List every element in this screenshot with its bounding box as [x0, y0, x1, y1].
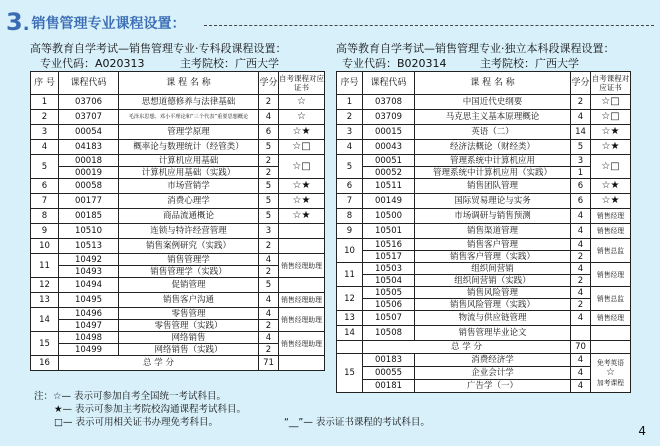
exam-mark: ☆★ — [591, 125, 631, 140]
course-code: 10513 — [59, 239, 119, 254]
table-row — [31, 332, 325, 344]
course-code: 10503 — [363, 263, 415, 275]
course-code: 00177 — [59, 194, 119, 209]
course-code: 10517 — [363, 251, 415, 263]
row-seq: 3 — [337, 125, 363, 140]
row-seq: 13 — [31, 293, 59, 308]
credit: 1 — [571, 167, 591, 179]
course-code: 00015 — [363, 125, 415, 140]
total-value: 71 — [259, 356, 279, 371]
course-name: 毛泽东思想、邓小平理论和“三个代表”重要思想概论 — [119, 110, 259, 125]
exam-mark: ☆★ — [591, 194, 631, 209]
course-name: 零售管理 — [119, 308, 259, 320]
credit: 4 — [571, 367, 591, 380]
credit: 2 — [259, 155, 279, 167]
course-code: 10506 — [363, 299, 415, 311]
course-code: 10507 — [363, 311, 415, 326]
course-name: 销售管理毕业论文 — [415, 326, 571, 341]
table-row — [31, 278, 325, 293]
cert-text: 销售经理助理 — [279, 254, 325, 278]
row-seq: 12 — [31, 278, 59, 293]
credit: 4 — [571, 380, 591, 393]
course-code: 10516 — [363, 239, 415, 251]
course-code: 10501 — [363, 224, 415, 239]
course-code: 00052 — [363, 167, 415, 179]
credit: 6 — [571, 194, 591, 209]
table-row — [31, 239, 325, 254]
credit: 2 — [259, 344, 279, 356]
credit: 2 — [259, 95, 279, 110]
right-course-table — [336, 71, 631, 393]
course-code: 10496 — [59, 308, 119, 320]
exam-mark: ☆★ — [279, 125, 325, 140]
table-row — [337, 263, 631, 275]
table-row — [337, 155, 631, 167]
header-credit: 学分 — [259, 72, 279, 95]
credit: 4 — [259, 293, 279, 308]
cert-text: 销售经理 — [591, 209, 631, 224]
course-code: 03709 — [363, 110, 415, 125]
course-name: 英语（二） — [415, 125, 571, 140]
cert-text: 销售经理助理 — [279, 293, 325, 308]
course-code: 00183 — [363, 354, 415, 367]
course-name: 销售客户沟通 — [119, 293, 259, 308]
course-code: 10495 — [59, 293, 119, 308]
course-name: 中国近代史纲要 — [415, 95, 571, 110]
row-seq: 8 — [31, 209, 59, 224]
header-seq: 序 号 — [31, 72, 59, 95]
section-number: 3 — [6, 8, 23, 36]
cert-text: 销售经理 — [591, 224, 631, 239]
credit: 4 — [259, 254, 279, 266]
header-seq: 序号 — [337, 72, 363, 95]
row-seq: 6 — [337, 179, 363, 194]
cert-text: 销售经理助理 — [279, 308, 325, 332]
course-name: 国际贸易理论与实务 — [415, 194, 571, 209]
credit: 3 — [571, 155, 591, 167]
exam-mark — [279, 224, 325, 239]
course-code: 10505 — [363, 287, 415, 299]
credit: 5 — [571, 140, 591, 155]
table-row — [31, 179, 325, 194]
course-code: 00018 — [59, 155, 119, 167]
table-row — [31, 209, 325, 224]
course-code: 00051 — [363, 155, 415, 167]
page-number: 4 — [638, 424, 646, 438]
cert-text: 销售总监 — [591, 239, 631, 263]
credit: 3 — [259, 224, 279, 239]
row-seq: 12 — [337, 287, 363, 311]
course-code: 00185 — [59, 209, 119, 224]
exam-mark: ☆□ — [591, 155, 631, 179]
course-name: 销售管理学（实践） — [119, 266, 259, 278]
table-row — [337, 367, 631, 380]
course-name: 销售客户管理 — [415, 239, 571, 251]
total-label: 总 学 分 — [59, 356, 259, 371]
row-seq: 1 — [31, 95, 59, 110]
exam-mark: ☆□ — [591, 95, 631, 110]
table-row — [31, 110, 325, 125]
row-seq: 14 — [337, 326, 363, 341]
course-name: 销售风险管理 — [415, 287, 571, 299]
course-name: 市场调研与销售预测 — [415, 209, 571, 224]
row-seq: 11 — [31, 254, 59, 278]
exam-mark: ☆★ — [279, 179, 325, 194]
row-seq: 10 — [31, 239, 59, 254]
credit: 4 — [571, 224, 591, 239]
course-code: 10508 — [363, 326, 415, 341]
credit: 4 — [571, 110, 591, 125]
table-row — [337, 167, 631, 179]
right-table-title: 高等教育自学考试—销售管理专业·独立本科段课程设置： — [336, 42, 615, 55]
course-code: 03706 — [59, 95, 119, 110]
credit: 4 — [259, 308, 279, 320]
note-line: 注：☆— 表示可参加自考全国统一考试科目。 — [34, 391, 227, 402]
row-seq: 16 — [31, 356, 59, 371]
credit: 2 — [259, 239, 279, 254]
row-seq: 10 — [337, 239, 363, 263]
credit: 4 — [571, 354, 591, 367]
course-code: 00054 — [59, 125, 119, 140]
exam-mark: ☆★ — [279, 194, 325, 209]
row-seq: 13 — [337, 311, 363, 326]
course-name: 管理学原理 — [119, 125, 259, 140]
course-code: 10510 — [59, 224, 119, 239]
section-dot: . — [22, 14, 30, 35]
section-divider — [204, 25, 654, 26]
table-row — [337, 275, 631, 287]
table-row — [337, 224, 631, 239]
cert-line: 加考课程 — [596, 379, 625, 387]
table-row — [31, 95, 325, 110]
cert-line: 免考英语 — [596, 359, 625, 367]
header-code: 课程代码 — [363, 72, 415, 95]
course-name: 计算机应用基础 — [119, 155, 259, 167]
credit: 4 — [571, 287, 591, 299]
course-name: 计算机应用基础（实践） — [119, 167, 259, 179]
table-row — [337, 354, 631, 367]
credit: 4 — [571, 239, 591, 251]
course-name: 消费经济学 — [415, 354, 571, 367]
empty-cell — [337, 341, 363, 354]
exam-mark: ☆ — [606, 367, 615, 378]
course-name: 销售团队管理 — [415, 179, 571, 194]
credit: 2 — [571, 251, 591, 263]
cert-text: 销售经理助理 — [279, 332, 325, 356]
empty-cell — [591, 341, 631, 354]
exam-mark: ☆★ — [279, 209, 325, 224]
table-row — [337, 209, 631, 224]
course-code: 03707 — [59, 110, 119, 125]
course-code: 03708 — [363, 95, 415, 110]
row-seq: 11 — [337, 263, 363, 287]
table-row — [31, 254, 325, 266]
course-name: 零售管理（实践） — [119, 320, 259, 332]
course-name: 促销管理 — [119, 278, 259, 293]
credit: 2 — [571, 95, 591, 110]
row-seq: 9 — [31, 224, 59, 239]
header-code: 课程代码 — [59, 72, 119, 95]
course-name: 组织间营销 — [415, 263, 571, 275]
credit: 14 — [571, 125, 591, 140]
row-seq: 15 — [337, 354, 363, 393]
course-code: 10497 — [59, 320, 119, 332]
course-name: 商品流通概论 — [119, 209, 259, 224]
cert-text: 销售经理 — [591, 311, 631, 326]
table-row — [337, 110, 631, 125]
course-name: 经济法概论（财经类） — [415, 140, 571, 155]
table-row — [31, 308, 325, 320]
row-seq: 5 — [337, 155, 363, 179]
table-row — [31, 155, 325, 167]
exam-mark: ☆ — [279, 110, 325, 125]
credit: 5 — [259, 179, 279, 194]
course-code: 10494 — [59, 278, 119, 293]
row-seq: 9 — [337, 224, 363, 239]
course-code: 00019 — [59, 167, 119, 179]
exam-mark: ☆□ — [279, 155, 325, 179]
credit: 4 — [259, 110, 279, 125]
course-code: 10499 — [59, 344, 119, 356]
row-seq: 7 — [31, 194, 59, 209]
total-row — [337, 341, 631, 354]
table-row — [337, 140, 631, 155]
course-name: 销售案例研究（实践） — [119, 239, 259, 254]
table-row — [337, 251, 631, 263]
course-name: 管理系统中计算机应用 — [415, 155, 571, 167]
row-seq: 1 — [337, 95, 363, 110]
exam-mark: ☆ — [279, 95, 325, 110]
left-school: 主考院校：广西大学 — [180, 57, 279, 70]
course-name: 消费心理学 — [119, 194, 259, 209]
table-row — [31, 293, 325, 308]
row-seq: 5 — [31, 155, 59, 179]
credit: 4 — [571, 209, 591, 224]
section-title: 销售管理专业课程设置： — [31, 16, 186, 32]
row-seq: 4 — [337, 140, 363, 155]
table-row — [31, 194, 325, 209]
course-name: 思想道德修养与法律基础 — [119, 95, 259, 110]
table-row — [337, 311, 631, 326]
total-label: 总 学 分 — [363, 341, 571, 354]
course-name: 连锁与特许经营管理 — [119, 224, 259, 239]
right-school: 主考院校：广西大学 — [480, 57, 579, 70]
header-credit: 学分 — [571, 72, 591, 95]
cert-text: 销售经理 — [591, 263, 631, 287]
credit: 5 — [259, 209, 279, 224]
course-name: 组织间营销（实践） — [415, 275, 571, 287]
course-code: 00043 — [363, 140, 415, 155]
table-row — [337, 326, 631, 341]
cert-text: 销售总监 — [591, 287, 631, 311]
cert-text — [591, 354, 631, 393]
note-line: “__”— 表示证书课程的考试科目。 — [284, 417, 430, 428]
course-code: 00055 — [363, 367, 415, 380]
table-row — [337, 95, 631, 110]
credit: 6 — [259, 125, 279, 140]
course-name: 销售客户管理（实践） — [415, 251, 571, 263]
table-row — [337, 380, 631, 393]
header-name: 课 程 名 称 — [119, 72, 259, 95]
course-code: 10498 — [59, 332, 119, 344]
course-name: 销售管理学 — [119, 254, 259, 266]
exam-mark — [279, 278, 325, 293]
exam-mark: ☆★ — [591, 179, 631, 194]
table-row — [337, 299, 631, 311]
course-name: 企业会计学 — [415, 367, 571, 380]
exam-mark: ☆□ — [591, 110, 631, 125]
table-row — [31, 140, 325, 155]
course-code: 10511 — [363, 179, 415, 194]
credit: 4 — [571, 311, 591, 326]
exam-mark — [279, 239, 325, 254]
header-cert: 自考课程对应证书 — [591, 72, 631, 95]
row-seq: 14 — [31, 308, 59, 332]
credit: 5 — [259, 140, 279, 155]
left-table-title: 高等教育自学考试—销售管理专业·专科段课程设置： — [30, 42, 287, 55]
course-name: 概率论与数理统计（经管类） — [119, 140, 259, 155]
table-row — [337, 194, 631, 209]
exam-mark — [591, 326, 631, 341]
course-code: 10493 — [59, 266, 119, 278]
left-course-table — [30, 71, 325, 371]
course-code: 10500 — [363, 209, 415, 224]
exam-mark: ☆★ — [591, 140, 631, 155]
row-seq: 2 — [337, 110, 363, 125]
empty-cell — [279, 356, 325, 371]
row-seq: 3 — [31, 125, 59, 140]
credit: 2 — [259, 167, 279, 179]
course-code: 00181 — [363, 380, 415, 393]
course-name: 管理系统中计算机应用（实践） — [415, 167, 571, 179]
table-row — [337, 179, 631, 194]
row-seq: 15 — [31, 332, 59, 356]
row-seq: 8 — [337, 209, 363, 224]
credit — [571, 326, 591, 341]
table-row — [337, 239, 631, 251]
course-code: 10492 — [59, 254, 119, 266]
table-row — [31, 125, 325, 140]
total-row — [31, 356, 325, 371]
table-row — [337, 287, 631, 299]
credit: 4 — [571, 263, 591, 275]
row-seq: 2 — [31, 110, 59, 125]
left-major-code: 专业代码：A020313 — [40, 57, 145, 70]
course-name: 网络销售（实践） — [119, 344, 259, 356]
total-value: 70 — [571, 341, 591, 354]
course-code: 00149 — [363, 194, 415, 209]
credit: 4 — [259, 332, 279, 344]
legend-notes — [34, 390, 246, 429]
row-seq: 6 — [31, 179, 59, 194]
course-name: 物流与供应链管理 — [415, 311, 571, 326]
credit: 6 — [571, 179, 591, 194]
course-name: 市场营销学 — [119, 179, 259, 194]
course-code: 10504 — [363, 275, 415, 287]
table-row — [31, 224, 325, 239]
course-name: 销售风险管理（实践） — [415, 299, 571, 311]
row-seq: 7 — [337, 194, 363, 209]
note-line: □— 表示可用相关证书办理免考科目。 — [54, 417, 218, 428]
note-line: ★— 表示可参加主考院校沟通课程考试科目。 — [54, 404, 247, 415]
table-row — [337, 125, 631, 140]
right-major-code: 专业代码：B020314 — [342, 57, 447, 70]
credit: 5 — [259, 278, 279, 293]
credit: 2 — [571, 299, 591, 311]
course-name: 马克思主义基本原理概论 — [415, 110, 571, 125]
credit: 2 — [259, 320, 279, 332]
course-code: 04183 — [59, 140, 119, 155]
row-seq: 4 — [31, 140, 59, 155]
course-code: 00058 — [59, 179, 119, 194]
header-name: 课 程 名 称 — [415, 72, 571, 95]
course-name: 广告学（一） — [415, 380, 571, 393]
course-name: 网络销售 — [119, 332, 259, 344]
credit: 2 — [259, 266, 279, 278]
credit: 5 — [259, 194, 279, 209]
exam-mark: ☆□ — [279, 140, 325, 155]
header-cert: 自考课程对应证书 — [279, 72, 325, 95]
credit: 2 — [571, 275, 591, 287]
course-name: 销售渠道管理 — [415, 224, 571, 239]
section-heading — [6, 8, 186, 34]
